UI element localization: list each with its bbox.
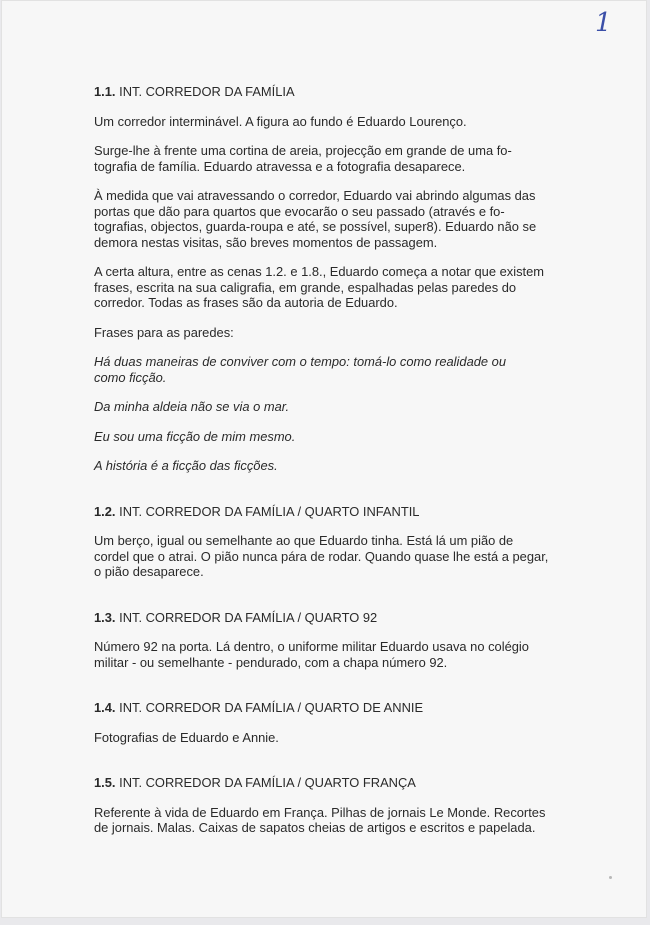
scene-title: INT. CORREDOR DA FAMÍLIA / QUARTO FRANÇA — [119, 775, 416, 790]
text-line: A história é a ficção das ficções. — [94, 458, 278, 473]
scene-paragraph — [94, 730, 564, 746]
scene-spacer — [94, 670, 564, 700]
paragraph-spacer — [94, 311, 564, 325]
scene-title: INT. CORREDOR DA FAMÍLIA — [119, 84, 295, 99]
text-line: Há duas maneiras de conviver com o tempo: tomá-lo como realidade ou — [94, 354, 506, 369]
text-line: Surge-lhe à frente uma cortina de areia, projecção em grande de uma fo- — [94, 143, 512, 158]
scene-number: 1.2. — [94, 503, 116, 519]
paragraph-spacer — [94, 129, 564, 143]
scene-title: INT. CORREDOR DA FAMÍLIA / QUARTO DE ANNIE — [119, 700, 424, 715]
paragraph-spacer — [94, 385, 564, 399]
paragraph-spacer — [94, 250, 564, 264]
wall-quote — [94, 354, 564, 385]
text-line: Um corredor interminável. A figura ao fundo é Eduardo Lourenço. — [94, 113, 467, 129]
scene-heading — [94, 84, 564, 100]
text-line: portas que dão para quartos que evocarão o seu passado (através e fo- — [94, 203, 505, 219]
text-line: tografias, objectos, guarda-roupa e até, se possível, super8). Eduardo não se — [94, 219, 537, 234]
paragraph-spacer — [94, 100, 564, 114]
paragraph-spacer — [94, 519, 564, 533]
scene-paragraph — [94, 188, 564, 250]
text-line: de jornais. Malas. Caixas de sapatos cheias de artigos e escritos e papelada. — [94, 820, 536, 835]
scene-title: INT. CORREDOR DA FAMÍLIA / QUARTO 92 — [119, 609, 378, 625]
scene-spacer — [94, 474, 564, 504]
text-line: cordel que o atrai. O pião nunca pára de rodar. Quando quase lhe está a pegar, — [94, 548, 549, 564]
scene-paragraph — [94, 639, 564, 670]
scene-number: 1.5. — [94, 775, 116, 790]
scene-number: 1.3. — [94, 609, 116, 625]
paragraph-spacer — [94, 340, 564, 354]
wall-quote — [94, 429, 564, 445]
text-line: corredor. Todas as frases são da autoria de Eduardo. — [94, 295, 398, 310]
scene-paragraph — [94, 533, 564, 580]
text-line: Eu sou uma ficção de mim mesmo. — [94, 428, 296, 444]
paragraph-spacer — [94, 716, 564, 730]
scene-spacer — [94, 580, 564, 610]
text-line: como ficção. — [94, 369, 167, 385]
scene-heading — [94, 775, 564, 791]
paragraph-spacer — [94, 415, 564, 429]
paragraph-spacer — [94, 791, 564, 805]
scene-paragraph — [94, 805, 564, 836]
scene-paragraph — [94, 264, 564, 311]
text-line: frases, escrita na sua caligrafia, em grande, espalhadas pelas paredes do — [94, 279, 517, 295]
scene-heading — [94, 700, 564, 716]
scene-title: INT. CORREDOR DA FAMÍLIA / QUARTO INFANTIL — [119, 503, 420, 519]
paper-speck — [609, 876, 612, 879]
text-line: A certa altura, entre as cenas 1.2. e 1.8., Eduardo começa a notar que existem — [94, 264, 545, 279]
text-line: Referente à vida de Eduardo em França. Pilhas de jornais Le Monde. Recortes — [94, 804, 546, 820]
scene-heading — [94, 504, 564, 520]
scene-heading — [94, 610, 564, 626]
text-line: Frases para as paredes: — [94, 324, 234, 340]
paragraph-spacer — [94, 625, 564, 639]
document-page — [1, 0, 647, 918]
scene-spacer — [94, 745, 564, 775]
scene-number: 1.4. — [94, 700, 116, 715]
text-line: militar - ou semelhante - pendurado, com a chapa número 92. — [94, 654, 448, 670]
scene-paragraph — [94, 143, 564, 174]
text-line: tografia de família. Eduardo atravessa e a fotografia desaparece. — [94, 158, 466, 174]
paragraph-spacer — [94, 444, 564, 458]
paragraph-spacer — [94, 174, 564, 188]
text-line: demora nestas visitas, são breves momentos de passagem. — [94, 234, 438, 250]
text-line: Um berço, igual ou semelhante ao que Eduardo tinha. Está lá um pião de — [94, 533, 514, 548]
wall-quote — [94, 399, 564, 415]
text-line: Fotografias de Eduardo e Annie. — [94, 729, 279, 745]
handwritten-page-number: 1 — [595, 8, 612, 38]
scene-paragraph — [94, 114, 564, 130]
wall-quote — [94, 458, 564, 474]
screenplay-body — [94, 84, 564, 836]
scene-paragraph — [94, 325, 564, 341]
text-line: Da minha aldeia não se via o mar. — [94, 399, 290, 414]
text-line: o pião desaparece. — [94, 564, 204, 579]
text-line: À medida que vai atravessando o corredor, Eduardo vai abrindo algumas das — [94, 188, 536, 203]
scene-number: 1.1. — [94, 84, 116, 99]
text-line: Número 92 na porta. Lá dentro, o uniforme militar Eduardo usava no colégio — [94, 639, 529, 654]
